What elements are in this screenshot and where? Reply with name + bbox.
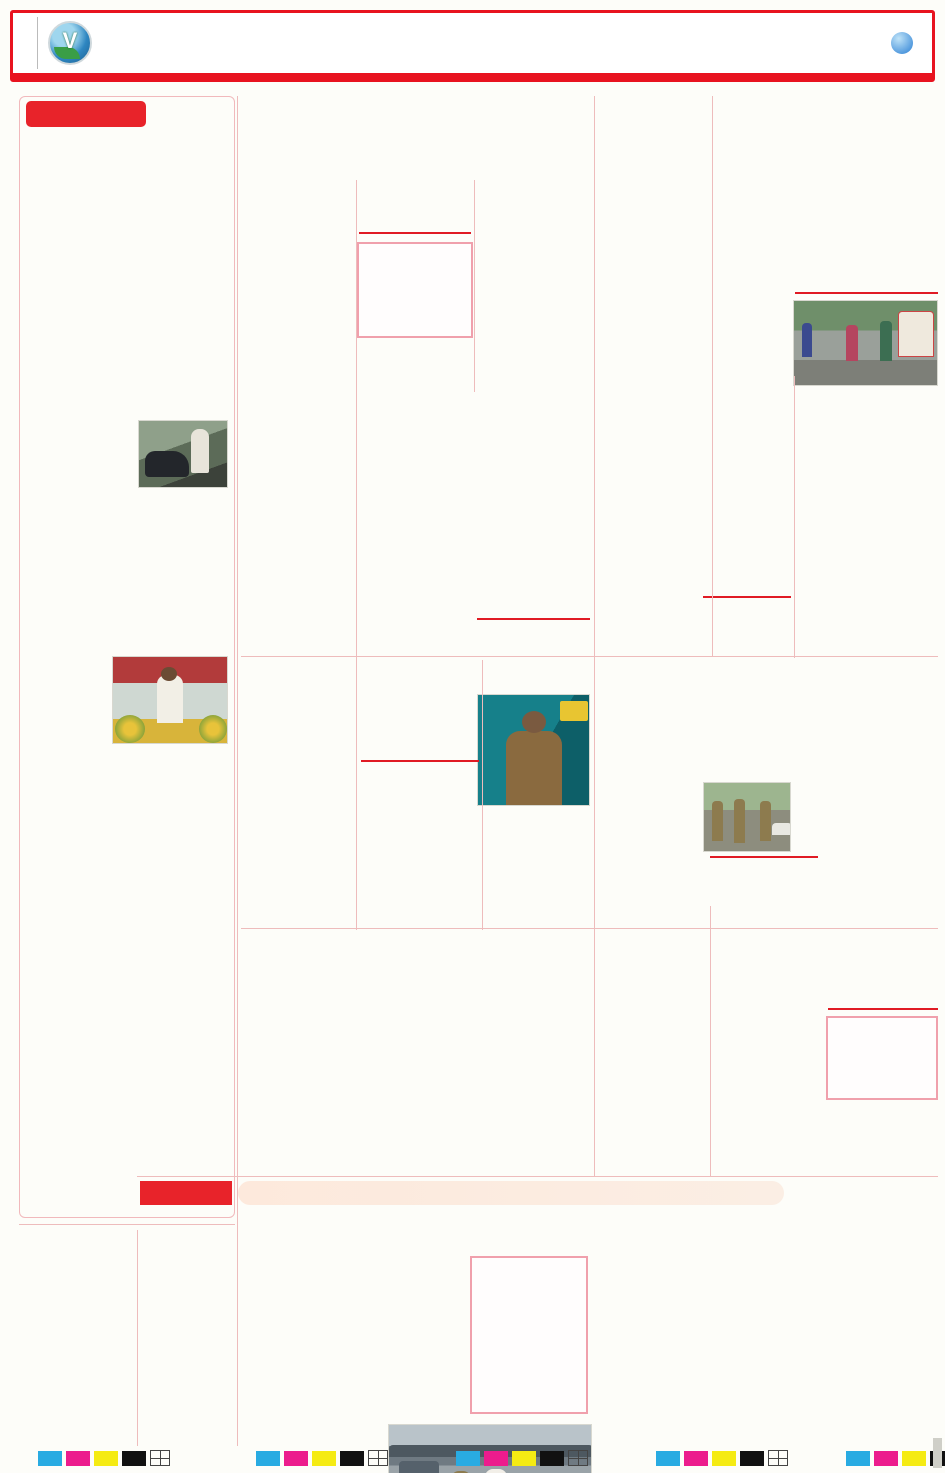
pull-quote <box>828 956 938 1010</box>
article-body <box>358 1364 464 1446</box>
article-body <box>238 1256 352 1446</box>
statement-text <box>366 250 464 322</box>
article-body <box>241 728 354 930</box>
pull-quote <box>703 506 791 548</box>
article-body <box>485 702 592 930</box>
strip-headline-bg <box>238 1181 784 1205</box>
article-body <box>594 1256 704 1446</box>
article-body <box>359 464 471 658</box>
article-body <box>795 300 938 370</box>
column-divider <box>794 376 795 658</box>
photo-bike-theft <box>138 420 228 488</box>
masthead <box>10 10 935 82</box>
article-body <box>597 442 697 658</box>
column-divider <box>474 180 475 392</box>
article-body <box>140 1266 232 1446</box>
article-body <box>241 440 353 658</box>
article-body <box>359 344 471 392</box>
article-body-continued <box>26 682 228 797</box>
article-body <box>598 146 710 392</box>
article-body <box>241 1136 592 1176</box>
pull-quote <box>361 712 479 762</box>
article-body <box>22 1278 134 1446</box>
print-color-bar <box>256 1450 388 1466</box>
article-body <box>26 588 108 678</box>
print-color-bar <box>656 1450 788 1466</box>
article-body <box>241 192 353 392</box>
browser-e-icon <box>891 32 913 54</box>
registration-mark-icon <box>568 1450 588 1466</box>
article-body <box>477 182 589 392</box>
official-statement-box <box>826 1016 938 1100</box>
article-body <box>824 716 938 902</box>
registration-mark-icon <box>768 1450 788 1466</box>
article-body <box>361 768 479 930</box>
pull-quote <box>477 572 590 620</box>
column-divider <box>237 96 238 1446</box>
official-statement-box <box>357 242 473 338</box>
pull-quote <box>795 238 938 294</box>
article-body <box>26 822 228 926</box>
print-color-bar <box>38 1450 170 1466</box>
article-body <box>26 951 228 1083</box>
pull-quote <box>359 182 471 234</box>
divider <box>137 1176 938 1177</box>
print-color-bar <box>456 1450 588 1466</box>
article-body <box>714 968 822 1176</box>
registration-mark-icon <box>368 1450 388 1466</box>
article-body <box>26 156 228 391</box>
statement-text <box>835 1024 929 1084</box>
pull-quote <box>703 552 791 598</box>
article-body <box>710 1256 816 1446</box>
divider <box>19 1224 235 1225</box>
column-divider <box>710 906 711 1176</box>
column-divider <box>482 660 483 930</box>
box-body <box>479 1268 579 1372</box>
vishwavarta-logo-globe-icon <box>48 21 92 65</box>
column-divider <box>356 180 357 930</box>
article-body <box>26 420 134 490</box>
column-divider <box>594 96 595 1176</box>
divider <box>241 656 938 657</box>
herapheri-badge <box>140 1181 232 1205</box>
article-body <box>797 424 938 658</box>
ek-nazar-badge <box>26 101 146 127</box>
column-divider <box>137 1230 138 1446</box>
article-body <box>716 162 788 370</box>
article-body <box>710 716 818 792</box>
page-edge-mark <box>933 1438 942 1468</box>
article-body <box>470 1420 588 1446</box>
registration-mark-icon <box>150 1450 170 1466</box>
column-divider <box>712 96 713 656</box>
article-body <box>597 716 704 902</box>
article-body-continued <box>26 492 228 558</box>
pull-quote <box>710 796 818 858</box>
article-body <box>597 948 707 1176</box>
portal-complaint-box <box>470 1256 588 1414</box>
article-body <box>477 626 590 658</box>
article-body <box>703 606 791 658</box>
article-body <box>822 1228 938 1446</box>
divider <box>241 928 938 929</box>
article-body <box>826 1106 938 1176</box>
article-body <box>710 862 818 902</box>
print-color-bar <box>846 1450 945 1466</box>
